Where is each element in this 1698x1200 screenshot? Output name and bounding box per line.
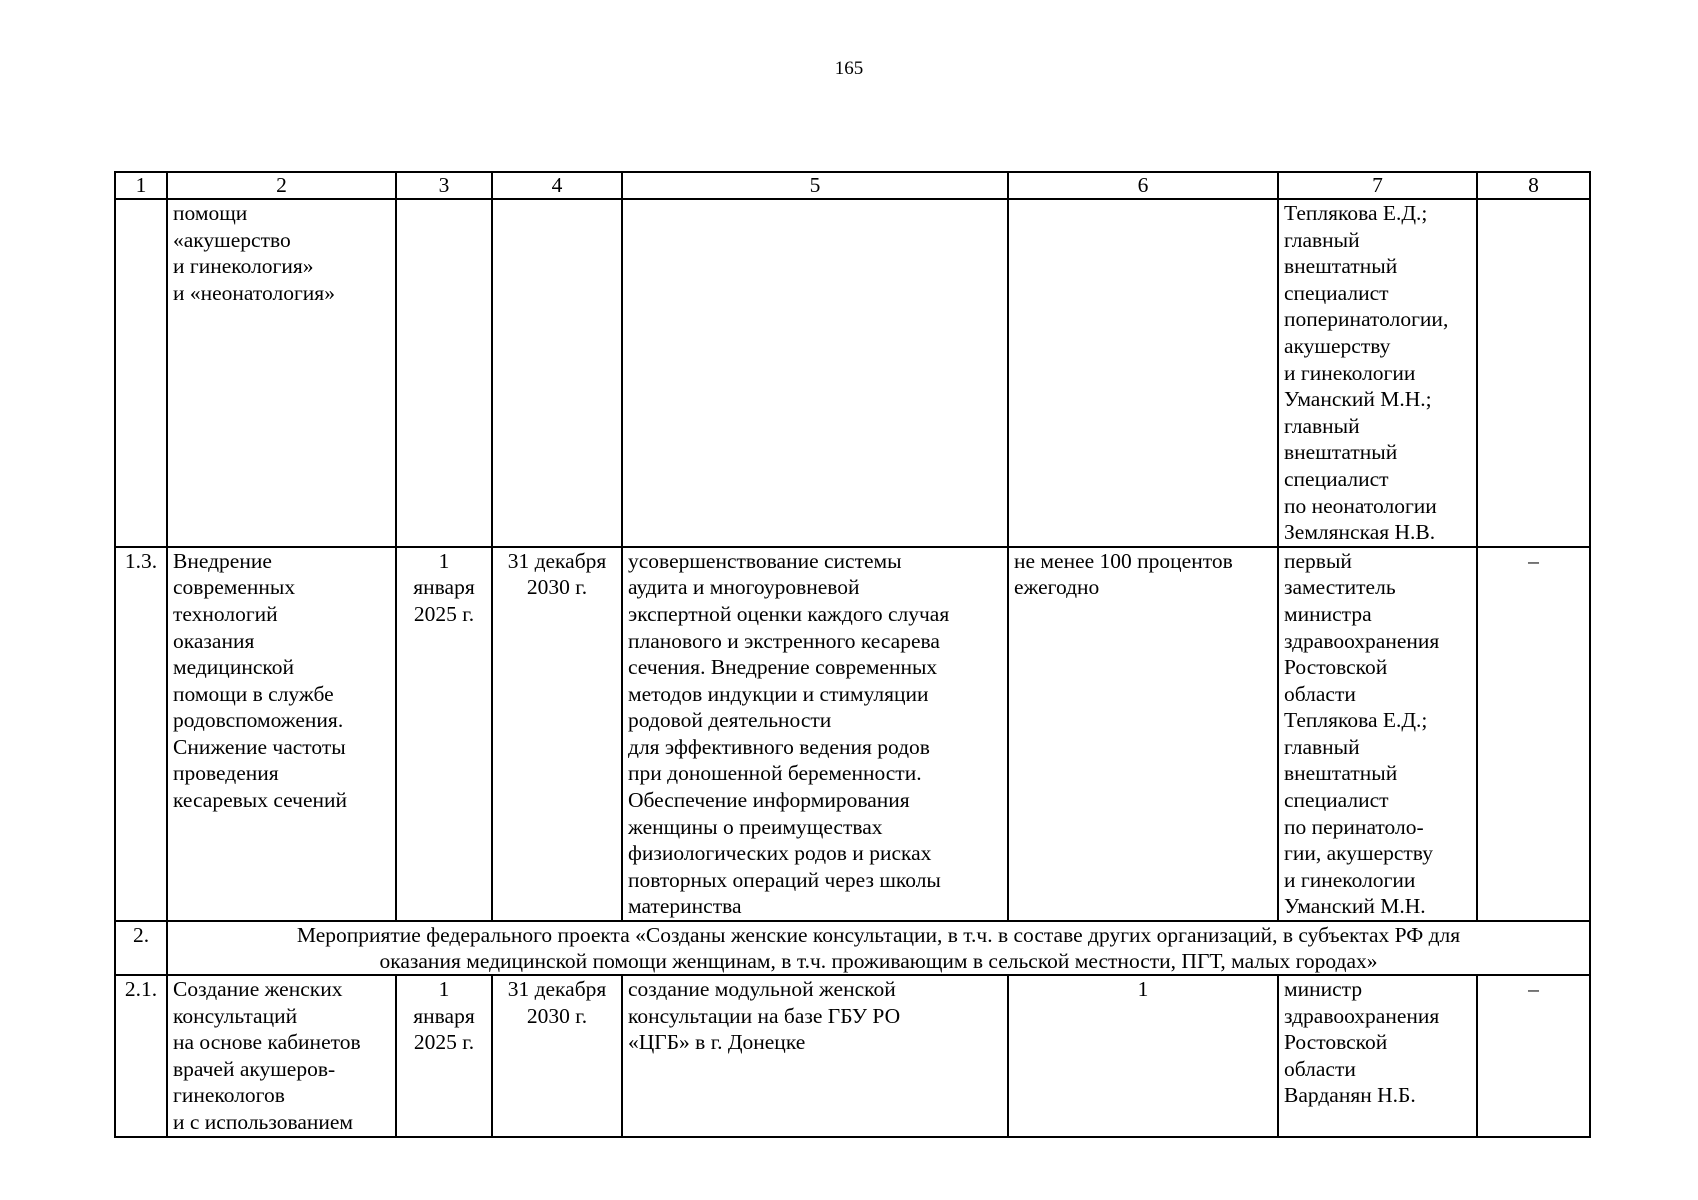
row-1-3-num: 1.3. bbox=[115, 547, 167, 921]
header-col-8: 8 bbox=[1477, 172, 1590, 199]
row-1-3-responsible: первый заместитель министра здравоохранения Ростовской области Теплякова Е.Д.; главный внештатный специалист по перинатоло- гии, акушерству и гинекологии Уманский М.Н. bbox=[1278, 547, 1477, 921]
header-col-5: 5 bbox=[622, 172, 1008, 199]
row-1-3-start-date: 1 января 2025 г. bbox=[396, 547, 492, 921]
row-2-section bbox=[115, 921, 1590, 975]
continuation-event-name: помощи «акушерство и гинекология» и «неонатология» bbox=[167, 199, 396, 547]
continuation-note bbox=[1477, 199, 1590, 547]
header-col-4: 4 bbox=[492, 172, 622, 199]
row-2-1-event-name: Создание женских консультаций на основе кабинетов врачей акушеров- гинекологов и с использованием bbox=[167, 975, 396, 1137]
header-col-1: 1 bbox=[115, 172, 167, 199]
row-1-3-description: усовершенствование системы аудита и многоуровневой экспертной оценки каждого случая планового и экстренного кесарева сечения. Внедрение современных методов индукции и стимуляции родовой деятельности для эффективного ведения родов при доношенной беременности. Обеспечение информирования женщины о преимуществах физиологических родов и рисках повторных операций через школы материнства bbox=[622, 547, 1008, 921]
header-col-6: 6 bbox=[1008, 172, 1278, 199]
row-1-3-end-date: 31 декабря 2030 г. bbox=[492, 547, 622, 921]
row-1-3-event-name: Внедрение современных технологий оказания медицинской помощи в службе родовспоможения. Снижение частоты проведения кесаревых сечений bbox=[167, 547, 396, 921]
page-number: 165 bbox=[834, 58, 864, 79]
row-2-1-responsible: министр здравоохранения Ростовской области Варданян Н.Б. bbox=[1278, 975, 1477, 1137]
continuation-row bbox=[115, 199, 1590, 547]
header-row bbox=[115, 172, 1590, 199]
header-col-7: 7 bbox=[1278, 172, 1477, 199]
continuation-num bbox=[115, 199, 167, 547]
row-2-1-indicator: 1 bbox=[1008, 975, 1278, 1137]
row-2-num: 2. bbox=[115, 921, 167, 975]
row-2-1-num: 2.1. bbox=[115, 975, 167, 1137]
header-col-3: 3 bbox=[396, 172, 492, 199]
row-1-3 bbox=[115, 547, 1590, 921]
header-col-2: 2 bbox=[167, 172, 396, 199]
continuation-responsible: Теплякова Е.Д.; главный внештатный специалист поперинатологии, акушерству и гинекологии Уманский М.Н.; главный внештатный специалист по неонатологии Землянская Н.В. bbox=[1278, 199, 1477, 547]
row-2-1-start-date: 1 января 2025 г. bbox=[396, 975, 492, 1137]
row-2-1-end-date: 31 декабря 2030 г. bbox=[492, 975, 622, 1137]
row-2-1-description: создание модульной женской консультации на базе ГБУ РО «ЦГБ» в г. Донецке bbox=[622, 975, 1008, 1137]
plan-table bbox=[114, 171, 1591, 1138]
row-2-1-note: – bbox=[1477, 975, 1590, 1137]
continuation-indicator bbox=[1008, 199, 1278, 547]
continuation-description bbox=[622, 199, 1008, 547]
continuation-end-date bbox=[492, 199, 622, 547]
continuation-start-date bbox=[396, 199, 492, 547]
row-2-1 bbox=[115, 975, 1590, 1137]
row-1-3-indicator: не менее 100 процентов ежегодно bbox=[1008, 547, 1278, 921]
row-1-3-note: – bbox=[1477, 547, 1590, 921]
row-2-section-title: Мероприятие федерального проекта «Созданы женские консультации, в т.ч. в составе других организаций, в субъектах РФ для оказания медицинской помощи женщинам, в т.ч. проживающим в сельской местности, ПГТ, малых городах» bbox=[167, 921, 1590, 975]
